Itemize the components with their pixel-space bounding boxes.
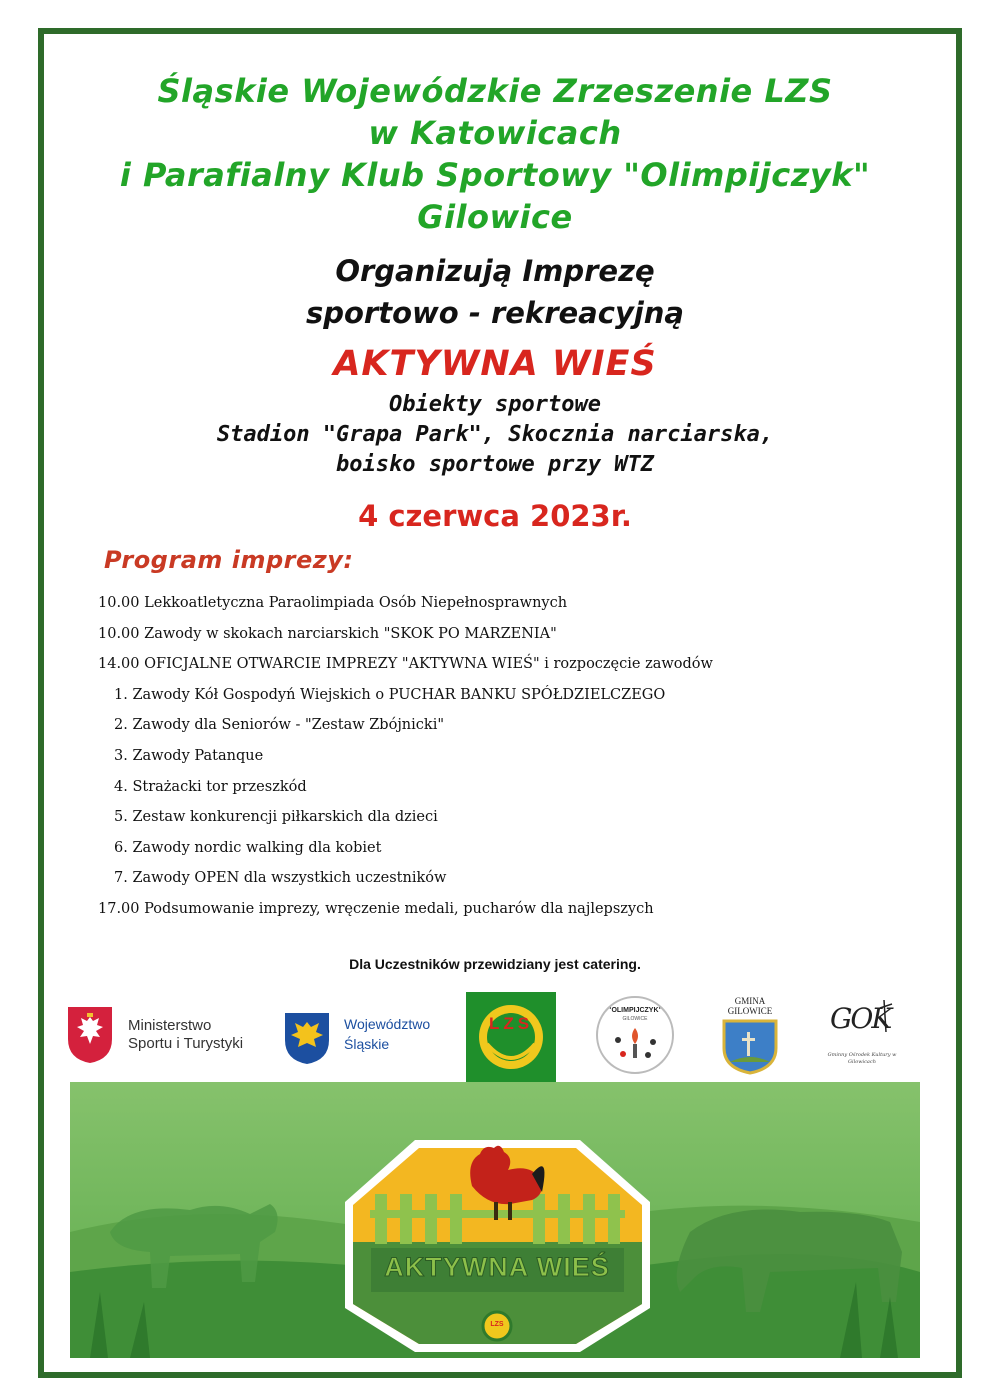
- program-item: 2. Zawody dla Seniorów - "Zestaw Zbójnicki": [114, 717, 445, 734]
- organizer-line-1: Śląskie Wojewódzkie Zrzeszenie LZS: [157, 72, 833, 110]
- aktywna-wies-banner: [70, 1082, 920, 1358]
- lzs-emblem-icon: [466, 992, 556, 1082]
- voivodeship-name-1: Województwo: [344, 1016, 431, 1032]
- intro-line-2: sportowo - rekreacyjną: [305, 296, 685, 330]
- silesia-logo: [282, 1010, 452, 1068]
- program-item: 5. Zestaw konkurencji piłkarskich dla dzieci: [114, 809, 438, 826]
- gok-figure-icon: [870, 996, 900, 1036]
- program-item: 10.00 Lekkoatletyczna Paraolimpiada Osób Niepełnosprawnych: [98, 595, 568, 611]
- organizer-line-2: w Katowicach: [368, 114, 622, 152]
- gmina-text-1: GMINA: [734, 996, 766, 1006]
- banner-lzs-badge: LZS: [490, 1321, 504, 1328]
- program-item: 4. Strażacki tor przeszkód: [114, 778, 307, 795]
- program-title: Program imprezy:: [104, 546, 354, 574]
- ministry-logo: [66, 1005, 271, 1067]
- program-list: [98, 592, 713, 929]
- venue-line-3: boisko sportowe przy WTZ: [336, 452, 654, 477]
- lzs-logo: [466, 992, 556, 1082]
- voivodeship-name-2: Śląskie: [344, 1036, 390, 1052]
- organizer-line-3: i Parafialny Klub Sportowy "Olimpijczyk": [119, 156, 871, 194]
- program-item: 17.00 Podsumowanie imprezy, wręczenie medali, pucharów dla najlepszych: [98, 900, 654, 917]
- gmina-text-2: GILOWICE: [727, 1006, 773, 1016]
- ministry-name-1: Ministerstwo: [128, 1017, 212, 1034]
- gok-letters: GOK: [830, 1002, 891, 1035]
- program-item: 7. Zawody OPEN dla wszystkich uczestników: [114, 870, 447, 887]
- event-date: 4 czerwca 2023r.: [358, 499, 632, 533]
- olimpijczyk-subtext: GILOWICE: [622, 1016, 648, 1022]
- farm-landscape-illustration: [70, 1082, 920, 1358]
- venue-line-2: Stadion "Grapa Park", Skocznia narciarska,: [216, 422, 774, 447]
- olimpic-torch-icon: [598, 998, 672, 1072]
- intro-line-1: Organizują Imprezę: [335, 254, 655, 288]
- gok-logo: [826, 996, 898, 1078]
- gmina-coat-of-arms-icon: [718, 1018, 782, 1076]
- organizer-line-4: Gilowice: [417, 198, 573, 236]
- gmina-gilowice-logo: [718, 996, 782, 1076]
- lzs-text: LZS: [488, 1014, 534, 1033]
- venue-line-1: Obiekty sportowe: [389, 392, 601, 417]
- program-item: 6. Zawody nordic walking dla kobiet: [114, 839, 382, 856]
- program-item: 10.00 Zawody w skokach narciarskich "SKOK PO MARZENIA": [98, 625, 557, 642]
- olimpijczyk-text: "OLIMPIJCZYK": [608, 1007, 662, 1014]
- olimpijczyk-logo: [596, 996, 674, 1074]
- ministry-name-2: Sportu i Turystyki: [128, 1035, 244, 1052]
- polish-eagle-icon: [66, 1005, 114, 1065]
- program-item: 14.00 OFICJALNE OTWARCIE IMPREZY "AKTYWNA WIEŚ" i rozpoczęcie zawodów: [98, 656, 713, 673]
- event-title: AKTYWNA WIEŚ: [333, 344, 657, 384]
- silesia-coat-of-arms-icon: [282, 1010, 332, 1066]
- program-item: 1. Zawody Kół Gospodyń Wiejskich o PUCHAR BANKU SPÓŁDZIELCZEGO: [114, 686, 666, 703]
- catering-note: Dla Uczestników przewidziany jest catering.: [349, 956, 641, 972]
- gok-caption: Gminny Ośrodek Kultury w Gilowicach: [827, 1052, 897, 1065]
- program-item: 3. Zawody Patanque: [114, 747, 264, 764]
- banner-title: AKTYWNA WIEŚ: [384, 1252, 610, 1282]
